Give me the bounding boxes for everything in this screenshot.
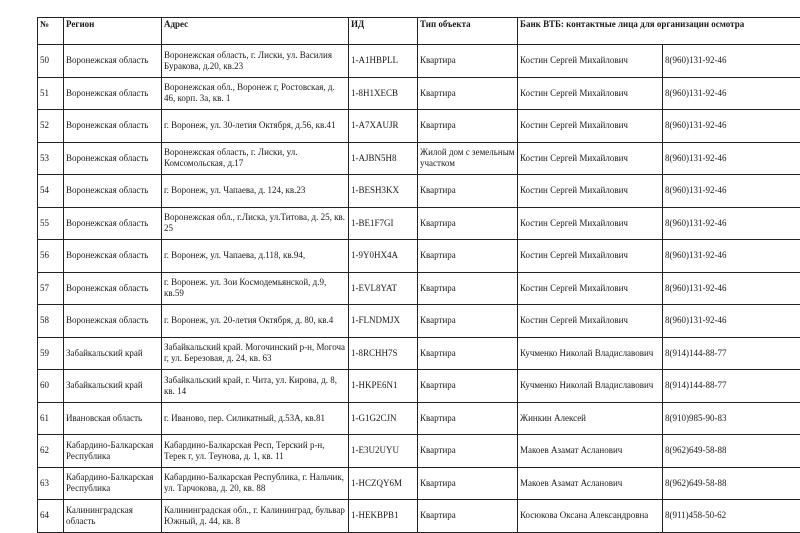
cell-contact: Косюкова Оксана Александровна (518, 500, 663, 533)
cell-contact: Костин Сергей Михайлович (518, 142, 663, 175)
cell-phone: 8(960)131-92-46 (663, 77, 800, 110)
cell-address: г. Воронеж, ул. 30-летия Октября, д.56, кв.41 (162, 110, 349, 143)
cell-id: 1-9Y0HX4A (349, 240, 418, 273)
cell-num: 61 (38, 402, 64, 435)
cell-contact: Макоев Азамат Асланович (518, 467, 663, 500)
cell-phone: 8(960)131-92-46 (663, 240, 800, 273)
cell-contact: Костин Сергей Михайлович (518, 175, 663, 208)
cell-contact: Костин Сергей Михайлович (518, 110, 663, 143)
cell-id: 1-BE1F7GI (349, 207, 418, 240)
cell-contact: Костин Сергей Михайлович (518, 45, 663, 78)
cell-id: 1-E3U2UYU (349, 435, 418, 468)
table-row (38, 45, 800, 78)
table-row (38, 337, 800, 370)
cell-region: Кабардино-Балкарская Республика (64, 467, 162, 500)
cell-contact: Кучменко Николай Владиславович (518, 337, 663, 370)
header-contact: Банк ВТБ: контактные лица для организации осмотра (518, 18, 800, 45)
table-row (38, 467, 800, 500)
cell-id: 1-EVL8YAT (349, 272, 418, 305)
cell-contact: Макоев Азамат Асланович (518, 435, 663, 468)
cell-phone: 8(960)131-92-46 (663, 110, 800, 143)
cell-type: Квартира (418, 77, 518, 110)
cell-num: 60 (38, 370, 64, 403)
cell-contact: Костин Сергей Михайлович (518, 77, 663, 110)
header-row (38, 18, 800, 45)
cell-region: Воронежская область (64, 305, 162, 338)
cell-type: Квартира (418, 45, 518, 78)
cell-contact: Жинкин Алексей (518, 402, 663, 435)
cell-num: 59 (38, 337, 64, 370)
cell-address: Калининградская обл., г. Калининград, бульвар Южный, д. 44, кв. 8 (162, 500, 349, 533)
cell-id: 1-BESH3KX (349, 175, 418, 208)
cell-region: Воронежская область (64, 240, 162, 273)
header-type: Тип объекта (418, 18, 518, 45)
cell-num: 55 (38, 207, 64, 240)
cell-region: Забайкальский край (64, 370, 162, 403)
cell-phone: 8(914)144-88-77 (663, 370, 800, 403)
cell-phone: 8(910)985-90-83 (663, 402, 800, 435)
cell-num: 52 (38, 110, 64, 143)
cell-phone: 8(911)458-50-62 (663, 500, 800, 533)
cell-address: г. Воронеж, ул. Чапаева, д.118, кв.94, (162, 240, 349, 273)
cell-type: Квартира (418, 337, 518, 370)
cell-id: 1-FLNDMJX (349, 305, 418, 338)
cell-type: Квартира (418, 110, 518, 143)
cell-region: Воронежская область (64, 175, 162, 208)
table-row (38, 207, 800, 240)
cell-address: Забайкальский край, г. Чита, ул. Кирова, д. 8, кв. 14 (162, 370, 349, 403)
table-row (38, 110, 800, 143)
cell-address: г. Воронеж, ул. Чапаева, д. 124, кв.23 (162, 175, 349, 208)
cell-num: 64 (38, 500, 64, 533)
table-row (38, 435, 800, 468)
cell-region: Воронежская область (64, 110, 162, 143)
cell-id: 1-8RCHH7S (349, 337, 418, 370)
table-row (38, 272, 800, 305)
cell-id: 1-A7XAUJR (349, 110, 418, 143)
cell-type: Квартира (418, 402, 518, 435)
table-row (38, 500, 800, 533)
cell-type: Квартира (418, 272, 518, 305)
cell-phone: 8(960)131-92-46 (663, 272, 800, 305)
header-region: Регион (64, 18, 162, 45)
cell-id: 1-8H1XECB (349, 77, 418, 110)
cell-phone: 8(960)131-92-46 (663, 45, 800, 78)
cell-address: Воронежская область, г. Лиски, ул. Василия Буракова, д.20, кв.23 (162, 45, 349, 78)
cell-id: 1-AJBN5H8 (349, 142, 418, 175)
cell-address: Кабардино-Балкарская Республика, г. Нальчик, ул. Тарчокова, д. 20, кв. 88 (162, 467, 349, 500)
cell-region: Калининградская область (64, 500, 162, 533)
cell-region: Забайкальский край (64, 337, 162, 370)
cell-id: 1-A1HBPLL (349, 45, 418, 78)
cell-type: Квартира (418, 240, 518, 273)
cell-phone: 8(960)131-92-46 (663, 175, 800, 208)
cell-num: 53 (38, 142, 64, 175)
table-row (38, 142, 800, 175)
cell-phone: 8(962)649-58-88 (663, 435, 800, 468)
cell-contact: Костин Сергей Михайлович (518, 305, 663, 338)
cell-num: 58 (38, 305, 64, 338)
cell-address: Забайкальский край. Могочинский р-н, Могоча г, ул. Березовая, д. 24, кв. 63 (162, 337, 349, 370)
table-row (38, 175, 800, 208)
cell-type: Квартира (418, 435, 518, 468)
cell-address: Воронежская обл., г.Лиска, ул.Титова, д. 25, кв. 25 (162, 207, 349, 240)
cell-region: Воронежская область (64, 272, 162, 305)
cell-phone: 8(914)144-88-77 (663, 337, 800, 370)
cell-region: Ивановская область (64, 402, 162, 435)
cell-num: 51 (38, 77, 64, 110)
cell-type: Квартира (418, 500, 518, 533)
cell-type: Квартира (418, 467, 518, 500)
cell-id: 1-HEKBPB1 (349, 500, 418, 533)
cell-contact: Кучменко Николай Владиславович (518, 370, 663, 403)
cell-address: Воронежская обл., Воронеж г, Ростовская, д. 46, корп. 3а, кв. 1 (162, 77, 349, 110)
cell-region: Воронежская область (64, 207, 162, 240)
cell-type: Квартира (418, 370, 518, 403)
cell-type: Квартира (418, 207, 518, 240)
cell-type: Квартира (418, 305, 518, 338)
cell-address: г. Иваново, пер. Силикатный, д.53А, кв.81 (162, 402, 349, 435)
cell-phone: 8(960)131-92-46 (663, 305, 800, 338)
cell-contact: Костин Сергей Михайлович (518, 207, 663, 240)
cell-num: 62 (38, 435, 64, 468)
cell-address: Воронежская область, г. Лиски, ул. Комсомольская, д.17 (162, 142, 349, 175)
table-row (38, 240, 800, 273)
cell-num: 57 (38, 272, 64, 305)
cell-contact: Костин Сергей Михайлович (518, 272, 663, 305)
cell-address: г. Воронеж. ул. Зои Космодемьянской, д.9, кв.59 (162, 272, 349, 305)
cell-num: 56 (38, 240, 64, 273)
header-address: Адрес (162, 18, 349, 45)
header-num: № (38, 18, 64, 45)
cell-num: 50 (38, 45, 64, 78)
cell-phone: 8(962)649-58-88 (663, 467, 800, 500)
table-row (38, 77, 800, 110)
cell-region: Воронежская область (64, 77, 162, 110)
cell-region: Воронежская область (64, 142, 162, 175)
cell-type: Квартира (418, 175, 518, 208)
cell-region: Кабардино-Балкарская Республика (64, 435, 162, 468)
cell-address: г. Воронеж, ул. 20-летия Октября, д. 80, кв.4 (162, 305, 349, 338)
table-row (38, 305, 800, 338)
cell-num: 63 (38, 467, 64, 500)
cell-id: 1-HCZQY6M (349, 467, 418, 500)
table-row (38, 402, 800, 435)
cell-type: Жилой дом с земельным участком (418, 142, 518, 175)
header-id: ИД (349, 18, 418, 45)
cell-phone: 8(960)131-92-46 (663, 142, 800, 175)
cell-contact: Костин Сергей Михайлович (518, 240, 663, 273)
cell-region: Воронежская область (64, 45, 162, 78)
property-table (37, 17, 800, 533)
table-row (38, 370, 800, 403)
cell-num: 54 (38, 175, 64, 208)
cell-address: Кабардино-Балкарская Респ, Терский р-н, Терек г, ул. Теунова, д. 1, кв. 11 (162, 435, 349, 468)
cell-id: 1-G1G2CJN (349, 402, 418, 435)
cell-phone: 8(960)131-92-46 (663, 207, 800, 240)
cell-id: 1-HKPE6N1 (349, 370, 418, 403)
